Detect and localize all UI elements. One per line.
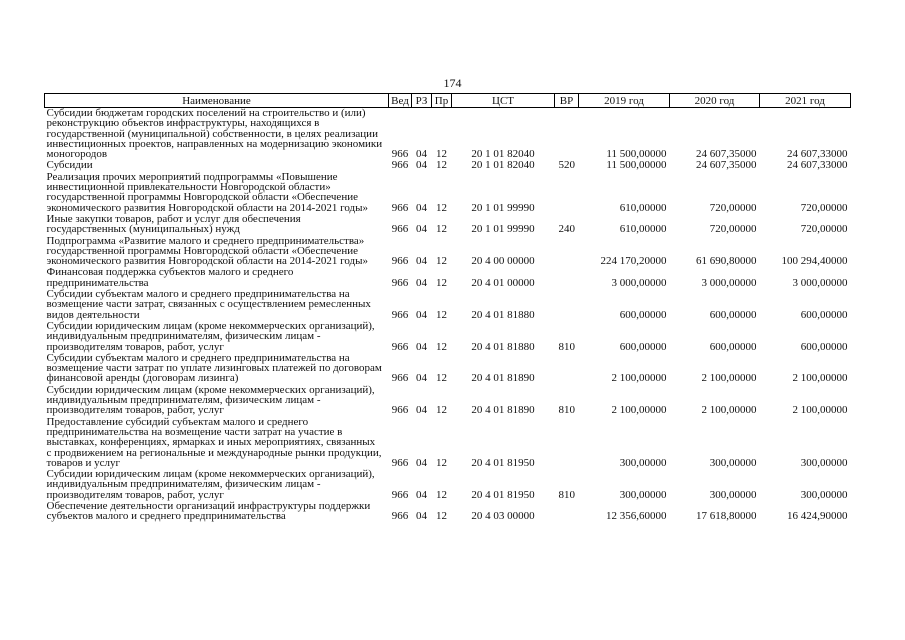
row-cst-cell: 20 4 03 00000 <box>471 510 535 523</box>
row-vr-cell <box>555 108 579 161</box>
row-ved-cell: 966 <box>391 276 409 289</box>
col-header-rz: РЗ <box>412 94 432 108</box>
row-cst-cell: 20 4 01 81890 <box>471 404 535 417</box>
row-2020-cell: 2 100,00000 <box>701 404 757 417</box>
row-2019-cell: 300,00000 <box>619 488 667 501</box>
row-2019-cell: 3 000,00000 <box>611 276 667 289</box>
row-rz-cell: 04 <box>416 276 427 289</box>
row-rz-cell: 04 <box>416 488 427 501</box>
row-2021-cell: 300,00000 <box>800 456 848 469</box>
table-row <box>45 108 851 161</box>
row-rz-cell: 04 <box>416 148 427 161</box>
table-row <box>45 353 851 385</box>
row-cst-cell: 20 1 01 99990 <box>471 223 535 236</box>
table-row <box>45 236 851 268</box>
budget-table <box>44 93 851 523</box>
table-row <box>45 469 851 501</box>
row-2021-cell: 720,00000 <box>800 201 848 214</box>
row-2020-cell: 61 690,80000 <box>696 255 757 268</box>
row-vr-cell: 520 <box>558 159 575 172</box>
row-2021-cell: 600,00000 <box>800 308 848 321</box>
row-2021-cell: 100 294,40000 <box>781 255 848 268</box>
row-name-cell: Подпрограмма «Развитие малого и среднего предпринимательства» государственной программы Новгородской области «Обеспечение экономического развития Новгородской области на 2014-2021 годы» <box>46 234 369 268</box>
row-rz-cell: 04 <box>416 404 427 417</box>
row-cst-cell: 20 4 01 81950 <box>471 456 535 469</box>
row-name-cell: Субсидии <box>46 159 93 172</box>
table-row <box>45 321 851 353</box>
row-vr-cell <box>555 501 579 523</box>
row-name-cell: Обеспечение деятельности организаций инфраструктуры поддержки субъектов малого и среднего предпринимательства <box>46 499 371 523</box>
row-rz-cell: 04 <box>416 340 427 353</box>
row-2021-cell: 24 607,33000 <box>787 148 848 161</box>
table-row <box>45 172 851 214</box>
row-rz-cell: 04 <box>416 308 427 321</box>
header-row <box>45 94 851 108</box>
row-pr-cell: 12 <box>436 372 447 385</box>
row-rz-cell: 04 <box>416 510 427 523</box>
row-name-cell: Предоставление субсидий субъектам малого и среднего предпринимательства на возмещение части затрат на участие в выставках, конференциях, ярмарках и иных мероприятиях, связанных с продвижением на региональные и международные рынки продукции, товаров и услуг <box>46 415 382 469</box>
row-2020-cell: 600,00000 <box>709 340 757 353</box>
row-ved-cell: 966 <box>391 201 409 214</box>
row-pr-cell: 12 <box>436 276 447 289</box>
row-vr-cell: 810 <box>558 404 575 417</box>
row-2019-cell: 11 500,00000 <box>606 159 667 172</box>
row-pr-cell: 12 <box>436 159 447 172</box>
row-vr-cell <box>555 236 579 268</box>
row-2019-cell: 224 170,20000 <box>600 255 667 268</box>
row-cst-cell: 20 1 01 82040 <box>471 159 535 172</box>
row-name-cell: Субсидии бюджетам городских поселений на строительство и (или) реконструкцию объектов инфраструктуры, находящихся в государственной (муниципальной) собственности, в целях реализации инвестиционных проектов, направленных на модернизацию экономики моногородов <box>46 107 383 161</box>
row-2020-cell: 24 607,35000 <box>696 148 757 161</box>
row-2020-cell: 300,00000 <box>709 488 757 501</box>
row-2019-cell: 600,00000 <box>619 308 667 321</box>
row-rz-cell: 04 <box>416 223 427 236</box>
table-row <box>45 267 851 289</box>
row-pr-cell: 12 <box>436 255 447 268</box>
col-header-2021: 2021 год <box>760 94 851 108</box>
row-vr-cell: 810 <box>558 340 575 353</box>
row-2021-cell: 600,00000 <box>800 340 848 353</box>
page-number: 174 <box>443 76 462 90</box>
row-2020-cell: 17 618,80000 <box>696 510 757 523</box>
row-2021-cell: 3 000,00000 <box>792 276 848 289</box>
row-vr-cell <box>555 417 579 469</box>
row-rz-cell: 04 <box>416 201 427 214</box>
row-ved-cell: 966 <box>391 372 409 385</box>
row-name-cell: Субсидии юридическим лицам (кроме некоммерческих организаций), индивидуальным предпринимателям, физическим лицам - производителям товаров, работ, услуг <box>46 468 375 501</box>
row-pr-cell: 12 <box>436 223 447 236</box>
row-ved-cell: 966 <box>391 510 409 523</box>
row-ved-cell: 966 <box>391 456 409 469</box>
row-2019-cell: 11 500,00000 <box>606 148 667 161</box>
row-name-cell: Реализация прочих мероприятий подпрограммы «Повышение инвестиционной привлекательности Новгородской области» государственной программы Новгородской области «Обеспечение экономического развития Новгородской области на 2014-2021 годы» <box>46 170 369 214</box>
row-2019-cell: 2 100,00000 <box>611 404 667 417</box>
col-header-name: Наименование <box>45 94 389 108</box>
col-header-2020: 2020 год <box>670 94 760 108</box>
row-vr-cell: 810 <box>558 488 575 501</box>
row-2019-cell: 610,00000 <box>619 201 667 214</box>
row-2020-cell: 2 100,00000 <box>701 372 757 385</box>
row-rz-cell: 04 <box>416 456 427 469</box>
row-pr-cell: 12 <box>436 404 447 417</box>
row-2020-cell: 600,00000 <box>709 308 757 321</box>
row-2020-cell: 300,00000 <box>709 456 757 469</box>
row-ved-cell: 966 <box>391 308 409 321</box>
col-header-vr: ВР <box>555 94 579 108</box>
row-vr-cell: 240 <box>558 223 575 236</box>
table-row <box>45 385 851 417</box>
row-pr-cell: 12 <box>436 510 447 523</box>
row-2019-cell: 600,00000 <box>619 340 667 353</box>
row-pr-cell: 12 <box>436 308 447 321</box>
row-2021-cell: 300,00000 <box>800 488 848 501</box>
row-cst-cell: 20 4 01 81890 <box>471 372 535 385</box>
row-pr-cell: 12 <box>436 488 447 501</box>
row-2021-cell: 2 100,00000 <box>792 404 848 417</box>
row-cst-cell: 20 4 01 81880 <box>471 308 535 321</box>
row-rz-cell: 04 <box>416 159 427 172</box>
row-2019-cell: 12 356,60000 <box>606 510 667 523</box>
row-cst-cell: 20 1 01 82040 <box>471 148 535 161</box>
row-vr-cell <box>555 267 579 289</box>
row-vr-cell <box>555 353 579 385</box>
table-row <box>45 501 851 523</box>
table-row <box>45 214 851 236</box>
row-name-cell: Иные закупки товаров, работ и услуг для обеспечения государственных (муниципальных) нужд <box>46 212 301 236</box>
row-2020-cell: 720,00000 <box>709 223 757 236</box>
col-header-cst: ЦСТ <box>452 94 555 108</box>
row-rz-cell: 04 <box>416 372 427 385</box>
row-pr-cell: 12 <box>436 148 447 161</box>
row-vr-cell <box>555 172 579 214</box>
row-cst-cell: 20 4 01 00000 <box>471 276 535 289</box>
row-ved-cell: 966 <box>391 404 409 417</box>
row-ved-cell: 966 <box>391 148 409 161</box>
row-ved-cell: 966 <box>391 488 409 501</box>
row-pr-cell: 12 <box>436 340 447 353</box>
row-2021-cell: 2 100,00000 <box>792 372 848 385</box>
row-cst-cell: 20 4 01 81950 <box>471 488 535 501</box>
row-name-cell: Субсидии юридическим лицам (кроме некоммерческих организаций), индивидуальным предпринимателям, физическим лицам - производителям товаров, работ, услуг <box>46 383 375 417</box>
row-ved-cell: 966 <box>391 255 409 268</box>
table-row <box>45 289 851 321</box>
row-2021-cell: 24 607,33000 <box>787 159 848 172</box>
row-vr-cell <box>555 289 579 321</box>
col-header-pr: Пр <box>432 94 452 108</box>
row-pr-cell: 12 <box>436 456 447 469</box>
row-2019-cell: 2 100,00000 <box>611 372 667 385</box>
row-2020-cell: 720,00000 <box>709 201 757 214</box>
row-2021-cell: 720,00000 <box>800 223 848 236</box>
row-2021-cell: 16 424,90000 <box>787 510 848 523</box>
table-row <box>45 417 851 469</box>
col-header-2019: 2019 год <box>579 94 670 108</box>
row-2020-cell: 24 607,35000 <box>696 159 757 172</box>
row-ved-cell: 966 <box>391 159 409 172</box>
row-2020-cell: 3 000,00000 <box>701 276 757 289</box>
row-cst-cell: 20 4 01 81880 <box>471 340 535 353</box>
row-pr-cell: 12 <box>436 201 447 214</box>
row-name-cell: Субсидии юридическим лицам (кроме некоммерческих организаций), индивидуальным предпринимателям, физическим лицам - производителям товаров, работ, услуг <box>46 319 375 353</box>
row-ved-cell: 966 <box>391 340 409 353</box>
row-ved-cell: 966 <box>391 223 409 236</box>
row-name-cell: Субсидии субъектам малого и среднего предпринимательства на возмещение части затрат по уплате лизинговых платежей по договорам финансовой аренды (договорам лизинга) <box>46 351 382 385</box>
row-cst-cell: 20 1 01 99990 <box>471 201 535 214</box>
row-2019-cell: 300,00000 <box>619 456 667 469</box>
row-2019-cell: 610,00000 <box>619 223 667 236</box>
row-name-cell: Финансовая поддержка субъектов малого и среднего предпринимательства <box>46 266 294 289</box>
row-rz-cell: 04 <box>416 255 427 268</box>
row-cst-cell: 20 4 00 00000 <box>471 255 535 268</box>
row-name-cell: Субсидии субъектам малого и среднего предпринимательства на возмещение части затрат, связанных с осуществлением ремесленных видов деятельности <box>46 288 371 321</box>
col-header-ved: Вед <box>389 94 412 108</box>
